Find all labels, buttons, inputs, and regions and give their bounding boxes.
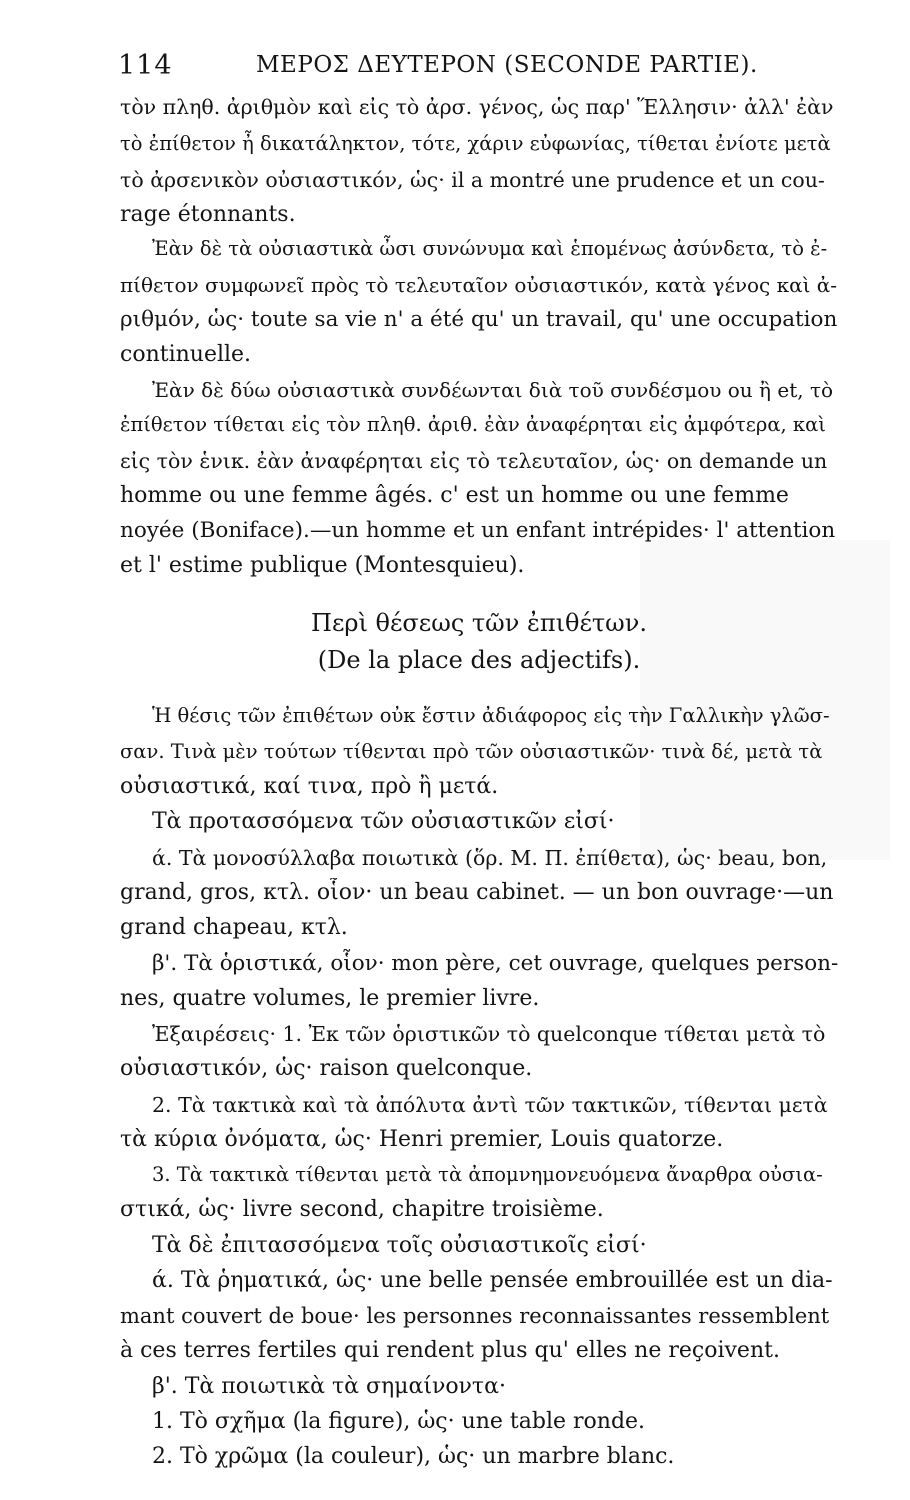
text-line: τὰ κύρια ὀνόματα, ὡς· Henri premier, Louis quatorze. [120, 1127, 724, 1152]
text-line: Ἐξαιρέσεις· 1. Ἐκ τῶν ὁριστικῶν τὸ quelconque τίθεται μετὰ τὸ [152, 1022, 826, 1046]
text-line: Ἐὰν δὲ τὰ οὐσιαστικὰ ὦσι συνώνυμα καὶ ἑπομένως ἀσύνδετα, τὸ ἐ- [152, 237, 828, 260]
page-header [118, 50, 758, 90]
text-line: rage étonnants. [120, 202, 296, 227]
running-title: ΜΕΡΟΣ ΔΕΥΤΕΡΟΝ (SECONDE PARTIE). [256, 52, 758, 78]
text-line: ά. Τὰ ῥηματικά, ὡς· une belle pensée embrouillée est un dia- [152, 1268, 833, 1293]
text-line: 1. Τὸ σχῆμα (la figure), ὡς· une table ronde. [152, 1409, 646, 1434]
text-line: grand chapeau, κτλ. [120, 915, 348, 940]
text-line: β'. Τὰ ποιωτικὰ τὰ σημαίνοντα· [152, 1374, 506, 1399]
text-line: οὐσιαστικόν, ὡς· raison quelconque. [120, 1056, 533, 1081]
text-line: στικά, ὡς· livre second, chapitre troisième. [120, 1197, 604, 1222]
text-line: τὸ ἀρσενικὸν οὐσιαστικόν, ὡς· il a montré une prudence et un cou- [120, 168, 825, 192]
text-line: εἰς τὸν ἑνικ. ἐὰν ἀναφέρηται εἰς τὸ τελευταῖον, ὡς· on demande un [120, 449, 828, 473]
section-subheading: (De la place des adjectifs). [317, 646, 641, 674]
text-line: à ces terres fertiles qui rendent plus qu' elles ne reçoivent. [120, 1338, 780, 1363]
text-line: β'. Τὰ ὁριστικά, οἷον· mon père, cet ouvrage, quelques person- [152, 951, 838, 976]
text-line: continuelle. [120, 342, 252, 367]
text-line: Ἡ θέσις τῶν ἐπιθέτων οὐκ ἔστιν ἀδιάφορος εἰς τὴν Γαλλικὴν γλῶσ- [152, 704, 830, 727]
text-line: ἐπίθετον τίθεται εἰς τὸν πληθ. ἀριθ. ἐὰν ἀναφέρηται εἰς ἀμφότερα, καὶ [120, 413, 826, 436]
text-line: Τὰ προτασσόμενα τῶν οὐσιαστικῶν εἰσί· [152, 809, 615, 834]
text-line: τὸν πληθ. ἀριθμὸν καὶ εἰς τὸ ἀρσ. γένος, ὡς παρ' Ἕλλησιν· ἀλλ' ἐὰν [120, 95, 834, 119]
text-line: 2. Τὸ χρῶμα (la couleur), ὡς· un marbre blanc. [152, 1444, 675, 1469]
text-line: οὐσιαστικά, καί τινα, πρὸ ἢ μετά. [120, 774, 499, 799]
text-line: nes, quatre volumes, le premier livre. [120, 986, 540, 1011]
page-number: 114 [118, 50, 173, 81]
text-line: Τὰ δὲ ἐπιτασσόμενα τοῖς οὐσιαστικοῖς εἰσί· [152, 1233, 647, 1258]
text-line: πίθετον συμφωνεῖ πρὸς τὸ τελευταῖον οὐσιαστικόν, κατὰ γένος καὶ ἀ- [120, 273, 838, 297]
text-line: Ἐὰν δὲ δύω οὐσιαστικὰ συνδέωνται διὰ τοῦ συνδέσμου ou ἢ et, τὸ [152, 378, 834, 402]
text-line: et l' estime publique (Montesquieu). [120, 553, 525, 578]
text-line: grand, gros, κτλ. οἷον· un beau cabinet. — un bon ouvrage·—un [120, 880, 834, 905]
text-line: ριθμόν, ὡς· toute sa vie n' a été qu' un travail, qu' une occupation [120, 307, 838, 332]
text-line: σαν. Τινὰ μὲν τούτων τίθενται πρὸ τῶν οὐσιαστικῶν· τινὰ δέ, μετὰ τὰ [120, 740, 823, 763]
text-line: mant couvert de boue· les personnes reconnaissantes ressemblent [120, 1304, 830, 1328]
text-line: homme ou une femme âgés. c' est un homme ou une femme [120, 483, 789, 508]
section-heading: Περὶ θέσεως τῶν ἐπιθέτων. [311, 609, 647, 637]
text-line: 2. Τὰ τακτικὰ καὶ τὰ ἀπόλυτα ἀντὶ τῶν τακτικῶν, τίθενται μετὰ [152, 1093, 828, 1117]
text-line: ά. Τὰ μονοσύλλαβα ποιωτικὰ (ὅρ. Μ. Π. ἐπίθετα), ὡς· beau, bon, [152, 846, 828, 870]
text-line: 3. Τὰ τακτικὰ τίθενται μετὰ τὰ ἀπομνημονευόμενα ἄναρθρα οὐσια- [152, 1163, 823, 1186]
text-line: noyée (Boniface).—un homme et un enfant intrépides· l' attention [120, 518, 836, 543]
text-line: τὸ ἐπίθετον ἦ δικατάληκτον, τότε, χάριν εὐφωνίας, τίθεται ἐνίοτε μετὰ [120, 132, 831, 155]
